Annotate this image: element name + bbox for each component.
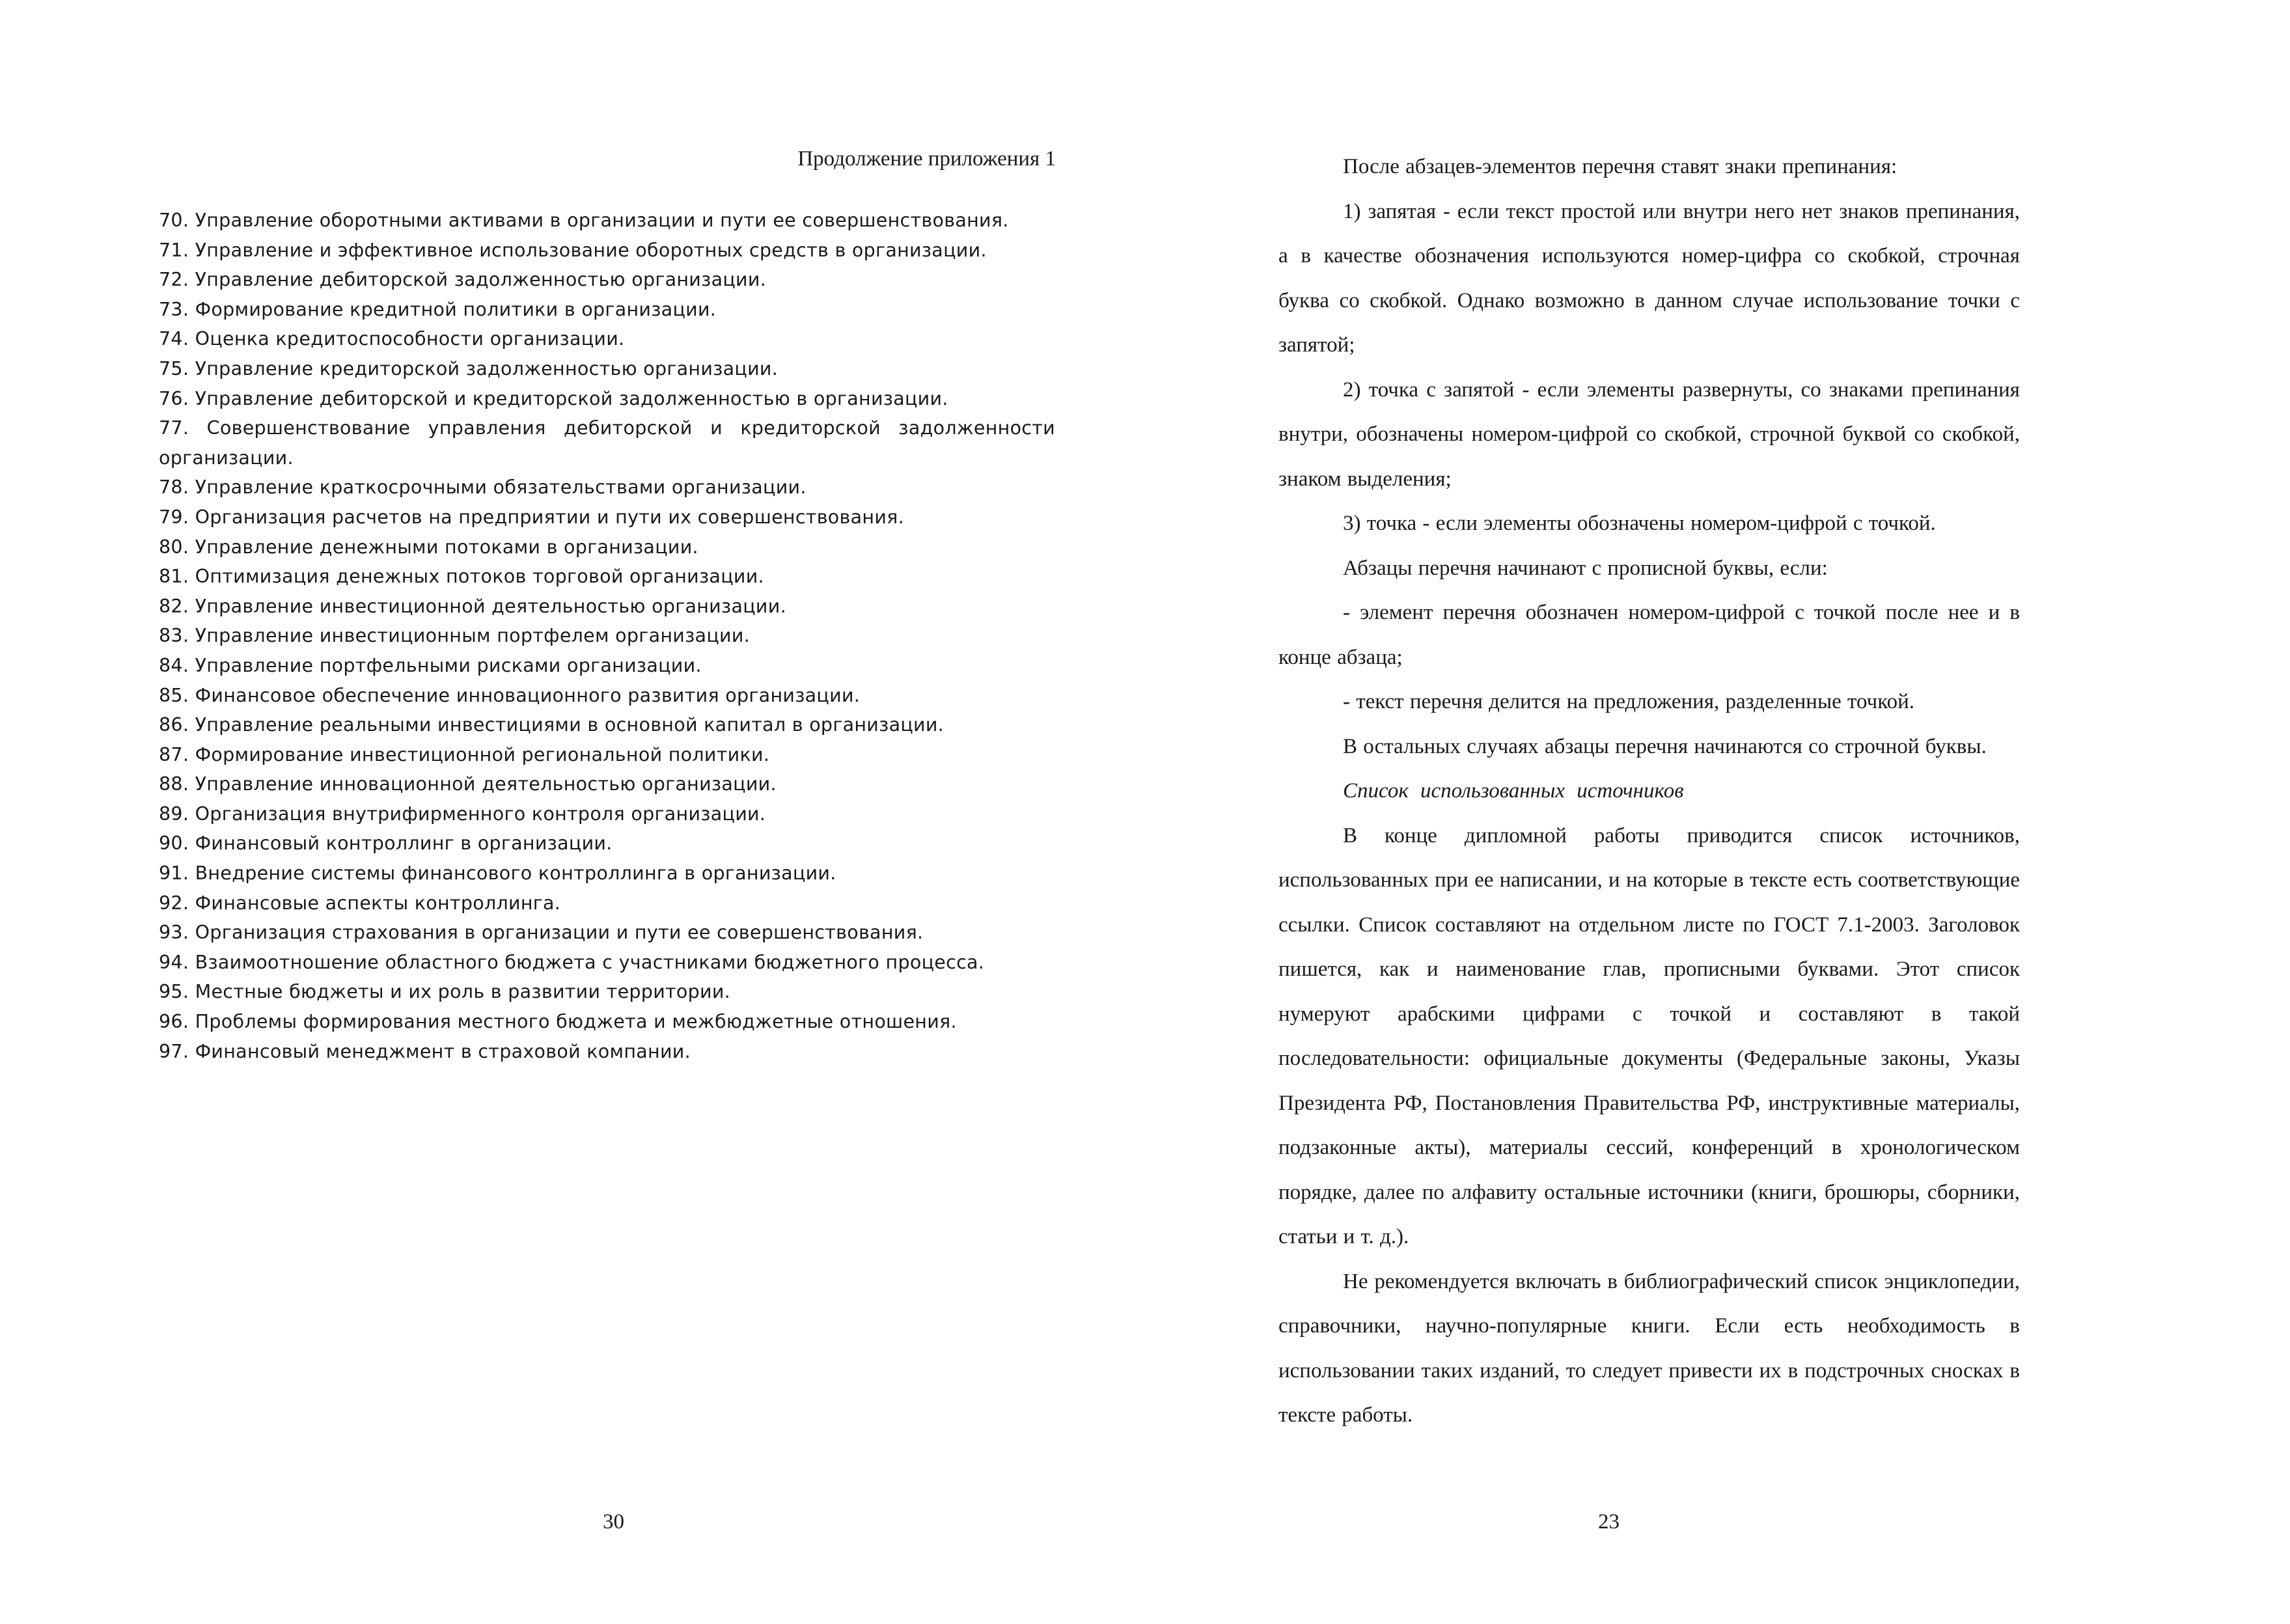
page-number: 23 [1598, 1510, 1620, 1534]
topic-item: 94. Взаимоотношение областного бюджета с участниками бюджетного процесса. [159, 951, 985, 973]
paragraph: После абзацев-элементов перечня ставят знаки препинания: [1343, 155, 1897, 178]
topic-item: 89. Организация внутрифирменного контроля организации. [159, 803, 766, 825]
topic-item: 95. Местные бюджеты и их роль в развитии территории. [159, 981, 731, 1003]
topic-item: 72. Управление дебиторской задолженностью организации. [159, 269, 767, 291]
paragraph: В конце дипломной работы приводится список источников, использованных при ее написании, и на которые в тексте есть соответствующие ссылки. Список составляют на отдельном листе по ГОСТ 7.1-2003. Заголовок пишется, как и наименование глав, прописными буквами. Этот список нумеруют арабскими цифрами с точкой и составляют в такой последовательности: официальные документы (Федеральные законы, Указы Президента РФ, Постановления Правительства РФ, инструктивные материалы, подзаконные акты), материалы сессий, конференций в хронологическом порядке, далее по алфавиту остальные источники (книги, брошюры, сборники, статьи и т. д.). [1278, 823, 2020, 1248]
paragraph: 1) запятая - если текст простой или внутри него нет знаков препинания, а в качестве обозначения используются номер-цифра со скобкой, строчная буква со скобкой. Однако возможно в данном случае использование точки с запятой; [1278, 199, 2020, 357]
topic-item: 75. Управление кредиторской задолженностью организации. [159, 357, 779, 379]
topic-item: 84. Управление портфельными рисками организации. [159, 654, 702, 676]
topic-item: 77. Совершенствование управления дебиторской и кредиторской задолженности организации. [159, 417, 1055, 469]
topic-item: 79. Организация расчетов на предприятии и пути их совершенствования. [159, 506, 904, 528]
paragraph: В остальных случаях абзацы перечня начинаются со строчной буквы. [1343, 734, 1987, 758]
topic-item: 80. Управление денежными потоками в организации. [159, 536, 698, 558]
topic-item: 83. Управление инвестиционным портфелем организации. [159, 625, 751, 647]
right-page [1145, 0, 2290, 1624]
topic-item: 90. Финансовый контроллинг в организации. [159, 833, 613, 855]
topic-item: 88. Управление инновационной деятельностью организации. [159, 773, 777, 795]
section-heading: Список использованных источников [1343, 779, 1684, 803]
topic-item: 70. Управление оборотными активами в организации и пути ее совершенствования. [159, 210, 1009, 231]
topic-item: 78. Управление краткосрочными обязательствами организации. [159, 476, 807, 499]
topic-item: 97. Финансовый менеджмент в страховой компании. [159, 1040, 691, 1062]
topic-item: 91. Внедрение системы финансового контроллинга в организации. [159, 862, 836, 885]
paragraph: - элемент перечня обозначен номером-цифрой с точкой после нее и в конце абзаца; [1278, 601, 2020, 669]
paragraph: Абзацы перечня начинают с прописной буквы, если: [1343, 556, 1828, 580]
topic-item: 71. Управление и эффективное использование оборотных средств в организации. [159, 239, 987, 261]
paragraph: - текст перечня делится на предложения, разделенные точкой. [1343, 690, 1915, 713]
topic-item: 74. Оценка кредитоспособности организации. [159, 328, 625, 350]
topic-list [159, 206, 1055, 1066]
topic-item: 92. Финансовые аспекты контроллинга. [159, 892, 561, 914]
page-number: 30 [603, 1510, 624, 1534]
right-page-body [1278, 145, 2020, 1438]
paragraph: 3) точка - если элементы обозначены номером-цифрой с точкой. [1343, 512, 1936, 535]
topic-item: 73. Формирование кредитной политики в организации. [159, 298, 717, 320]
topic-item: 93. Организация страхования в организации и пути ее совершенствования. [159, 922, 924, 944]
topic-item: 82. Управление инвестиционной деятельностью организации. [159, 595, 786, 617]
topic-item: 81. Оптимизация денежных потоков торговой организации. [159, 566, 764, 588]
paragraph: Не рекомендуется включать в библиографический список энциклопедии, справочники, научно-популярные книги. Если есть необходимость в использовании таких изданий, то следует привести их в подстрочных сносках в тексте работы. [1278, 1269, 2020, 1427]
topic-item: 76. Управление дебиторской и кредиторской задолженностью в организации. [159, 387, 948, 409]
paragraph: 2) точка с запятой - если элементы развернуты, со знаками препинания внутри, обозначены номером-цифрой со скобкой, строчной буквой со скобкой, знаком выделения; [1278, 378, 2020, 491]
topic-item: 85. Финансовое обеспечение инновационного развития организации. [159, 684, 861, 706]
topic-item: 86. Управление реальными инвестициями в основной капитал в организации. [159, 714, 945, 736]
topic-item: 96. Проблемы формирования местного бюджета и межбюджетные отношения. [159, 1011, 957, 1033]
topic-item: 87. Формирование инвестиционной региональной политики. [159, 743, 770, 765]
continuation-label: Продолжение приложения 1 [797, 147, 1056, 171]
